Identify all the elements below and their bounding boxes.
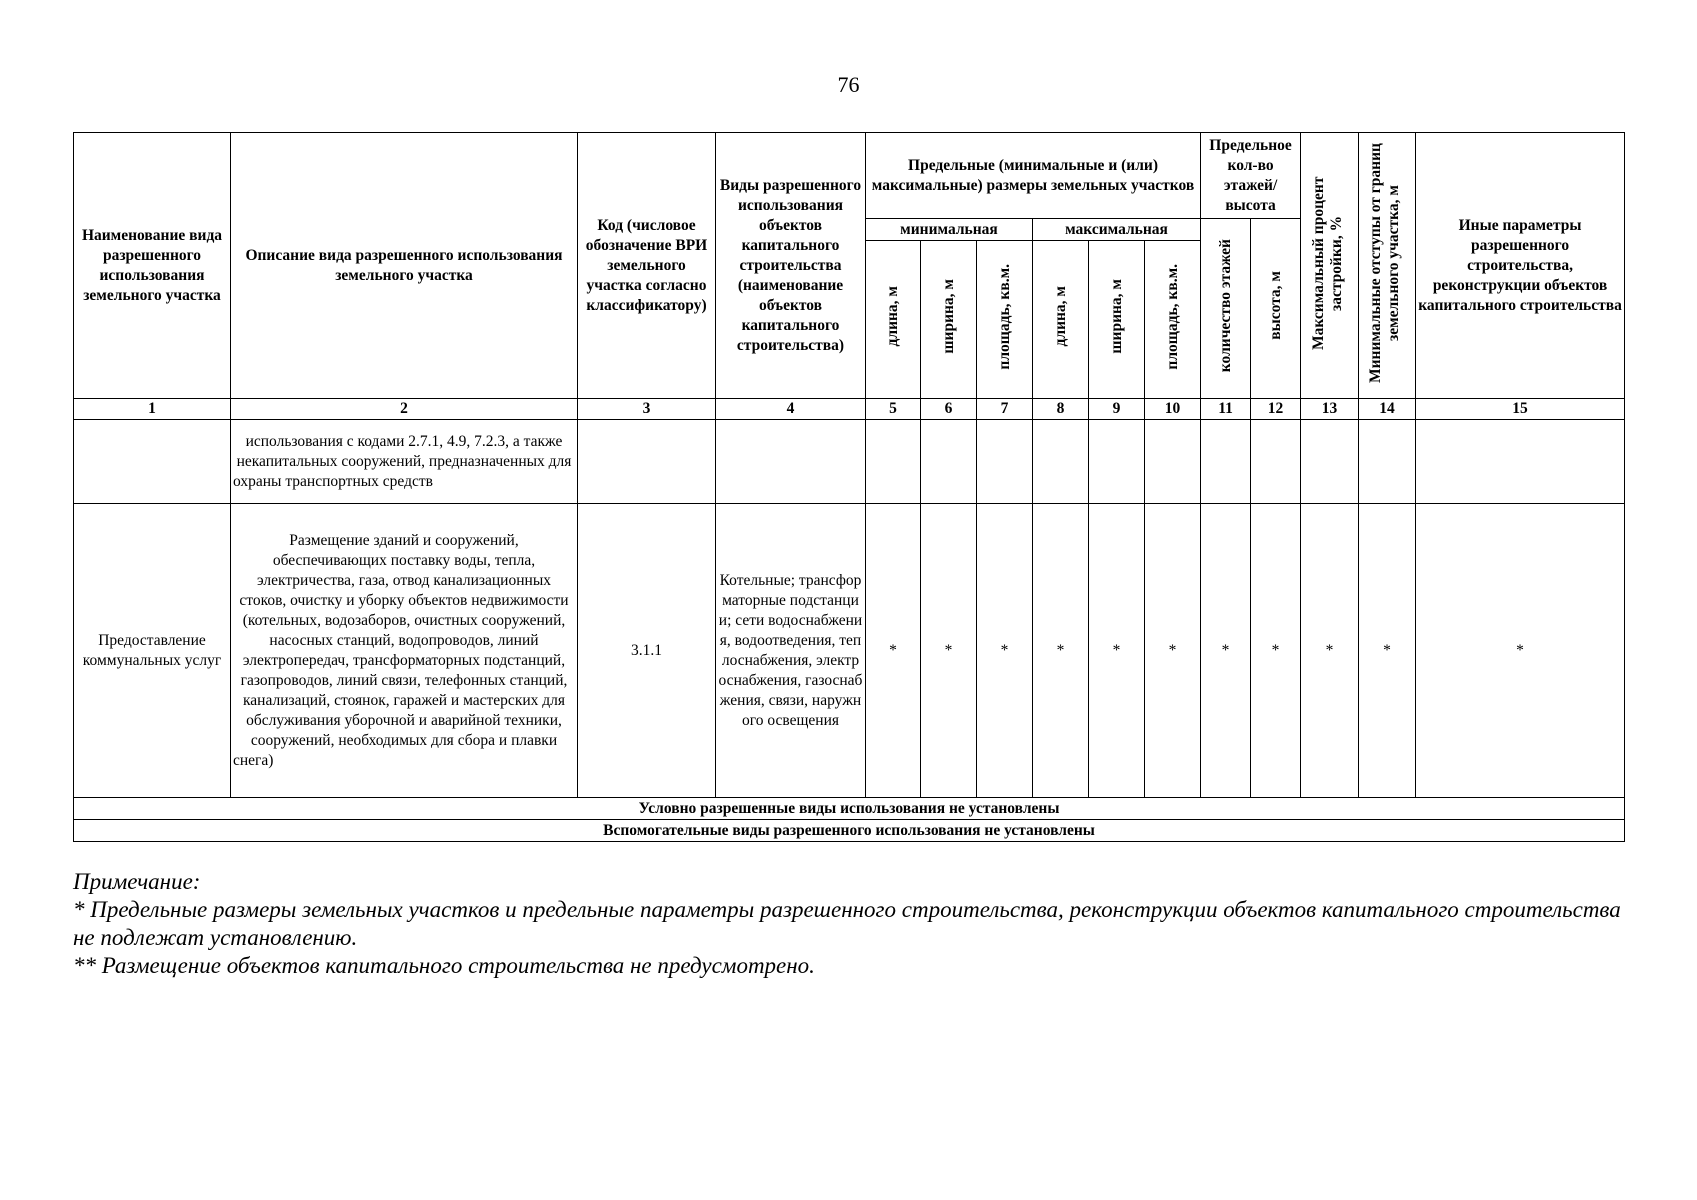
row-code bbox=[578, 420, 716, 504]
row-value bbox=[1089, 420, 1145, 504]
note-1: * Предельные размеры земельных участков и предельные параметры разрешенного строительства, реконструкции объектов капитального строительства не подлежат установлению. bbox=[73, 897, 1621, 950]
row-objects: Котельные; трансформаторные подстанции; сети водоснабжения, водоотведения, теплоснабжения, электроснабжения, газоснабжения, связи, наружного освещения bbox=[716, 504, 866, 798]
header-min-setbacks-label: Минимальные отступы от границ земельного участка, м bbox=[1367, 142, 1403, 383]
header-min-setbacks bbox=[1359, 133, 1416, 399]
table-row bbox=[74, 420, 1625, 504]
row-value: * bbox=[1201, 504, 1251, 798]
row-value: * bbox=[1301, 504, 1359, 798]
header-floors-count bbox=[1201, 219, 1251, 399]
conditional-uses-row: Условно разрешенные виды использования не установлены bbox=[74, 798, 1625, 820]
header-min-area bbox=[977, 241, 1033, 399]
row-value bbox=[1201, 420, 1251, 504]
header-plot-sizes-group: Предельные (минимальные и (или) максимальные) размеры земельных участков bbox=[866, 133, 1201, 219]
column-number: 5 bbox=[866, 399, 921, 420]
row-value bbox=[921, 420, 977, 504]
row-value: * bbox=[1416, 504, 1625, 798]
header-max-length-label: длина, м bbox=[1051, 286, 1069, 347]
column-number: 8 bbox=[1033, 399, 1089, 420]
header-max-width-label: ширина, м bbox=[1107, 279, 1125, 354]
column-number: 7 bbox=[977, 399, 1033, 420]
row-value: * bbox=[921, 504, 977, 798]
notes-block bbox=[73, 868, 1633, 980]
note-2: ** Размещение объектов капитального строительства не предусмотрено. bbox=[73, 953, 815, 978]
row-value bbox=[977, 420, 1033, 504]
row-value: * bbox=[1359, 504, 1416, 798]
header-min-width-label: ширина, м bbox=[939, 279, 957, 354]
row-value: * bbox=[1033, 504, 1089, 798]
row-value bbox=[1033, 420, 1089, 504]
header-max-group: максимальная bbox=[1033, 219, 1201, 241]
header-max-length bbox=[1033, 241, 1089, 399]
row-value bbox=[1416, 420, 1625, 504]
column-number: 3 bbox=[578, 399, 716, 420]
row-value bbox=[1145, 420, 1201, 504]
row-value: * bbox=[1089, 504, 1145, 798]
row-value: * bbox=[1251, 504, 1301, 798]
row-code: 3.1.1 bbox=[578, 504, 716, 798]
header-min-width bbox=[921, 241, 977, 399]
column-number: 2 bbox=[231, 399, 578, 420]
row-value: * bbox=[1145, 504, 1201, 798]
column-number: 13 bbox=[1301, 399, 1359, 420]
land-use-table bbox=[73, 132, 1625, 842]
notes-title: Примечание: bbox=[73, 869, 201, 894]
header-max-build-percent-label: Максимальный процент застройки, % bbox=[1309, 175, 1345, 350]
row-value bbox=[1301, 420, 1359, 504]
row-name: Предоставление коммунальных услуг bbox=[74, 504, 231, 798]
header-objects-column: Виды разрешенного использования объектов капитального строительства (наименование объектов капитального строительства) bbox=[716, 133, 866, 399]
header-other-params: Иные параметры разрешенного строительства, реконструкции объектов капитального строительства bbox=[1416, 133, 1625, 399]
header-max-build-percent bbox=[1301, 133, 1359, 399]
header-height bbox=[1251, 219, 1301, 399]
column-number: 4 bbox=[716, 399, 866, 420]
column-number: 11 bbox=[1201, 399, 1251, 420]
column-number: 10 bbox=[1145, 399, 1201, 420]
header-description-column: Описание вида разрешенного использования земельного участка bbox=[231, 133, 578, 399]
row-value bbox=[866, 420, 921, 504]
auxiliary-uses-row: Вспомогательные виды разрешенного использования не установлены bbox=[74, 820, 1625, 842]
row-objects bbox=[716, 420, 866, 504]
header-min-area-label: площадь, кв.м. bbox=[995, 263, 1013, 370]
header-max-area-label: площадь, кв.м. bbox=[1163, 263, 1181, 370]
column-number: 15 bbox=[1416, 399, 1625, 420]
page-number: 76 bbox=[837, 72, 860, 97]
column-number: 14 bbox=[1359, 399, 1416, 420]
row-description: использования с кодами 2.7.1, 4.9, 7.2.3, а также некапитальных сооружений, предназначенных для охраны транспортных средств bbox=[231, 420, 578, 504]
header-max-width bbox=[1089, 241, 1145, 399]
header-name-column: Наименование вида разрешенного использования земельного участка bbox=[74, 133, 231, 399]
row-value: * bbox=[866, 504, 921, 798]
column-number: 9 bbox=[1089, 399, 1145, 420]
column-number: 6 bbox=[921, 399, 977, 420]
row-value bbox=[1359, 420, 1416, 504]
header-height-label: высота, м bbox=[1266, 271, 1284, 340]
column-numbers-row bbox=[74, 399, 1625, 420]
row-name bbox=[74, 420, 231, 504]
column-number: 12 bbox=[1251, 399, 1301, 420]
header-min-length bbox=[866, 241, 921, 399]
table-row bbox=[74, 504, 1625, 798]
header-floors-count-label: количество этажей bbox=[1216, 238, 1234, 373]
header-code-column: Код (числовое обозначение ВРИ земельного участка согласно классификатору) bbox=[578, 133, 716, 399]
row-description: Размещение зданий и сооружений, обеспечивающих поставку воды, тепла, электричества, газа, отвод канализационных стоков, очистку и уборку объектов недвижимости (котельных, водозаборов, очистных сооружений, насосных станций, водопроводов, линий электропередач, трансформаторных подстанций, газопроводов, линий связи, телефонных станций, канализаций, стоянок, гаражей и мастерских для обслуживания уборочной и аварийной техники, сооружений, необходимых для сбора и плавки снега) bbox=[231, 504, 578, 798]
header-max-area bbox=[1145, 241, 1201, 399]
header-min-group: минимальная bbox=[866, 219, 1033, 241]
row-value bbox=[1251, 420, 1301, 504]
column-number: 1 bbox=[74, 399, 231, 420]
header-min-length-label: длина, м bbox=[884, 286, 901, 347]
row-value: * bbox=[977, 504, 1033, 798]
header-floors-group: Предельное кол-во этажей/ высота bbox=[1201, 133, 1301, 219]
